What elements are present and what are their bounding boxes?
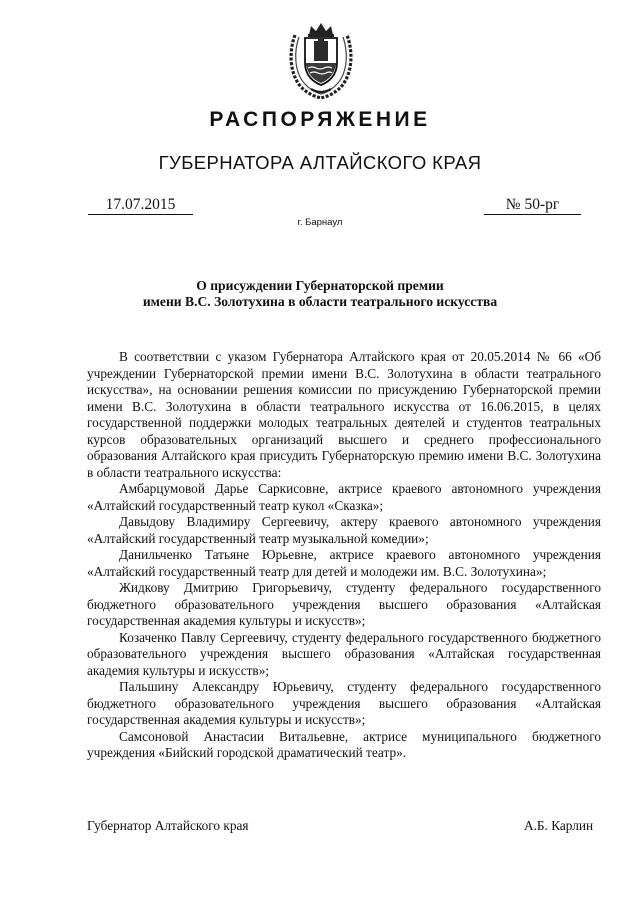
document-city: г. Барнаул (297, 217, 343, 228)
document-number: № 50-рг (484, 196, 581, 215)
signatory-position: Губернатор Алтайского края (87, 818, 249, 833)
body-paragraph: В соответствии с указом Губернатора Алтайского края от 20.05.2014 № 66 «Об учреждении Губернаторской премии имени В.С. Золотухина в области театрального искусства», на основании решения комиссии по присуждению Губернаторской премии имени В.С. Золотухина в области театрального искусства от 16.06.2015, в целях государственной поддержки молодых театральных деятелей и студентов театральных курсов образовательных организаций высшего и среднего профессионального образования Алтайского края присудить Губернаторскую премию имени В.С. Золотухина в области театрального искусства: (87, 349, 601, 480)
award-recipient-paragraph: Пальшину Александру Юрьевичу, студенту федерального государственного бюджетного образовательного учреждения высшего образования «Алтайская государственная академия культуры и искусств»; (87, 679, 601, 727)
award-recipient-paragraph: Данильченко Татьяне Юрьевне, актрисе краевого автономного учреждения «Алтайский государственный театр для детей и молодежи им. В.С. Золотухина»; (87, 547, 601, 579)
subject-line: имени В.С. Золотухина в области театрального искусства (142, 294, 498, 309)
issuer-heading: ГУБЕРНАТОРА АЛТАЙСКОГО КРАЯ (158, 152, 482, 173)
subject-line: О присуждении Губернаторской премии (196, 278, 444, 293)
document-type-heading: РАСПОРЯЖЕНИЕ (209, 108, 431, 131)
award-recipient-paragraph: Козаченко Павлу Сергеевичу, студенту федерального государственного бюджетного образовательного учреждения высшего образования «Алтайская государственная академия культуры и искусств»; (87, 629, 601, 678)
award-recipient-paragraph: Амбарцумовой Дарье Саркисовне, актрисе краевого автономного учреждения «Алтайский государственный театр кукол «Сказка»; (87, 481, 601, 513)
award-recipient-paragraph: Самсоновой Анастасии Витальевне, актрисе муниципального бюджетного учреждения «Бийский городской драматический театр». (87, 728, 601, 760)
altai-krai-coat-of-arms-icon (287, 21, 355, 99)
document-body (87, 349, 601, 762)
award-recipient-paragraph: Жидкову Дмитрию Григорьевичу, студенту федерального государственного бюджетного образовательного учреждения высшего образования «Алтайская государственная академия культуры и искусств»; (87, 580, 601, 628)
document-subject (0, 278, 640, 310)
signatory-name: А.Б. Карлин (524, 818, 594, 833)
document-date: 17.07.2015 (88, 196, 193, 215)
award-recipient-paragraph: Давыдову Владимиру Сергеевичу, актеру краевого автономного учреждения «Алтайский государственный театр музыкальной комедии»; (87, 514, 601, 546)
